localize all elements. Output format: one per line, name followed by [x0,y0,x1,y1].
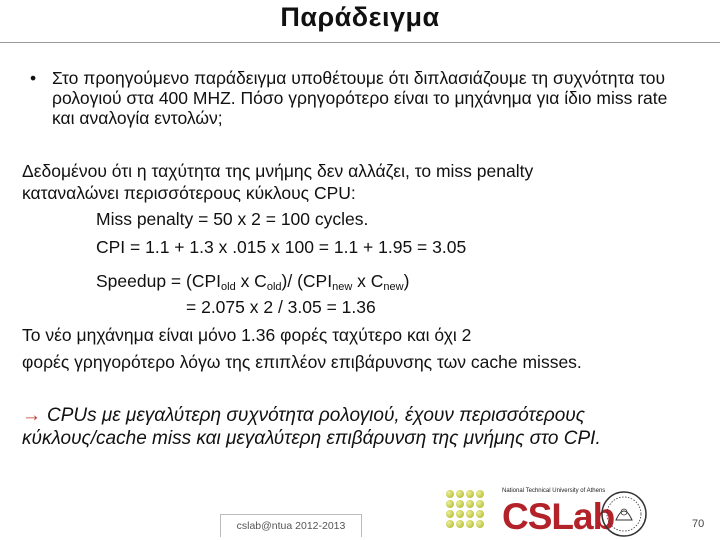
cpi-equation: CPI = 1.1 + 1.3 x .015 x 100 = 1.1 + 1.95 = 3.05 [96,237,467,257]
university-seal-icon [600,490,648,538]
title-divider [0,42,720,43]
sub-old-2: old [266,281,282,293]
conclusion [22,404,702,450]
slide-title: Παράδειγμα [280,2,440,32]
arrow-right-icon: → [22,405,41,426]
question-text: Στο προηγούμενο παράδειγμα υποθέτουμε ότι διπλασιάζουμε τη συχνότητα του ρολογιού στα 400 MHZ. Πόσο γρηγορότερο είναι το μηχάνημα για ίδιο miss rate και αναλογία εντολών; [52,68,668,128]
bullet-icon: • [30,68,37,88]
sub-old-1: old [221,281,236,293]
speedup-result: = 2.075 x 2 / 3.05 = 1.36 [186,297,376,317]
conclusion-text: CPUs με μεγαλύτερη συχνότητα ρολογιού, έχουν περισσότερους κύκλους/cache miss και μεγαλύτερη επιβάρυνση της μνήμης στο CPI. [22,405,601,449]
logo-dots-icon [446,490,504,536]
speedup-equation [96,270,409,298]
logo-text: CSLab [502,496,615,537]
miss-penalty-equation: Miss penalty = 50 x 2 = 100 cycles. [96,209,369,229]
speedup-end: ) [403,271,410,291]
result-line-1: Το νέο μηχάνημα είναι μόνο 1.36 φορές ταχύτερο και όχι 2 [22,325,472,345]
given-line-1: Δεδομένου ότι η ταχύτητα της μνήμης δεν αλλάζει, το miss penalty [22,161,534,181]
logo-caption: National Technical University of Athens [502,488,606,494]
speedup-label: Speedup = (CPI [96,271,222,291]
cslab-logo [446,486,696,538]
speedup-mid-3: x C [352,271,384,291]
given-line-2: καταναλώνει περισσότερους κύκλους CPU: [22,183,356,203]
sub-new-1: new [332,281,353,293]
page-number: 70 [692,518,705,530]
speedup-mid-2: )/ (CPI [281,271,333,291]
result-line-2: φορές γρηγορότερο λόγω της επιπλέον επιβάρυνσης των cache misses. [22,352,582,372]
speedup-mid-1: x C [235,271,267,291]
sub-new-2: new [383,281,404,293]
footer-label: cslab@ntua 2012-2013 [220,514,362,537]
